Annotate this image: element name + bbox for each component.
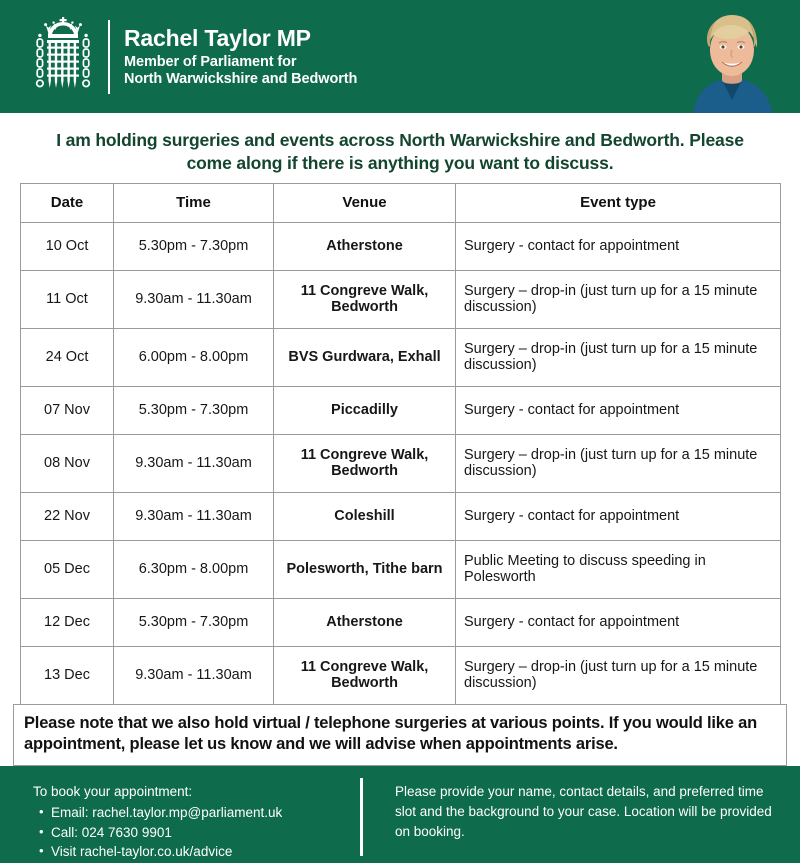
cell-event-type: Surgery - contact for appointment <box>456 386 781 434</box>
mp-name: Rachel Taylor MP <box>124 25 311 52</box>
table-row <box>21 492 781 540</box>
table-row <box>21 270 781 328</box>
cell-event-venue: Piccadilly <box>274 386 456 434</box>
cell-event-venue: 11 Congreve Walk, Bedworth <box>274 270 456 328</box>
cell-event-time: 6.00pm - 8.00pm <box>114 328 274 386</box>
cell-event-type: Surgery - contact for appointment <box>456 598 781 646</box>
table-row <box>21 386 781 434</box>
mp-role-line-1: Member of Parliament for <box>124 54 297 71</box>
booking-lead-text: To book your appointment: <box>33 784 193 800</box>
cell-event-date: 07 Nov <box>21 386 114 434</box>
cell-event-venue: BVS Gurdwara, Exhall <box>274 328 456 386</box>
cell-event-type: Surgery - contact for appointment <box>456 492 781 540</box>
cell-event-type: Public Meeting to discuss speeding in Polesworth <box>456 540 781 598</box>
contact-item[interactable]: • Call: 024 7630 9901 <box>51 823 360 843</box>
column-header-date: Date <box>21 183 114 222</box>
cell-event-date: 10 Oct <box>21 222 114 270</box>
table-body <box>21 222 781 704</box>
table-row <box>21 222 781 270</box>
page-footer <box>0 766 800 863</box>
mp-portrait <box>665 0 800 113</box>
column-header-event-type: Event type <box>456 183 781 222</box>
cell-event-date: 13 Dec <box>21 646 114 704</box>
cell-event-type: Surgery - contact for appointment <box>456 222 781 270</box>
cell-event-date: 22 Nov <box>21 492 114 540</box>
cell-event-type: Surgery – drop-in (just turn up for a 15 minute discussion) <box>456 434 781 492</box>
column-header-venue: Venue <box>274 183 456 222</box>
table-row <box>21 328 781 386</box>
contact-item[interactable]: • Visit rachel-taylor.co.uk/advice <box>51 842 360 862</box>
booking-contact-block <box>0 782 360 863</box>
contact-item[interactable]: • Email: rachel.taylor.mp@parliament.uk <box>51 803 360 823</box>
intro-text: I am holding surgeries and events across North Warwickshire and Bedworth. Please come along if there is anything you want to discuss. <box>56 130 744 173</box>
cell-event-time: 5.30pm - 7.30pm <box>114 598 274 646</box>
cell-event-date: 08 Nov <box>21 434 114 492</box>
table-header-row <box>21 183 781 222</box>
cell-event-time: 9.30am - 11.30am <box>114 270 274 328</box>
cell-event-date: 24 Oct <box>21 328 114 386</box>
schedule-table-wrapper <box>20 183 780 705</box>
mp-role-line-2: North Warwickshire and Bedworth <box>124 70 358 87</box>
virtual-surgeries-note: Please note that we also hold virtual / telephone surgeries at various points. If you would like an appointment, please let us know and we will advise when appointments arise. <box>13 704 787 767</box>
cell-event-date: 05 Dec <box>21 540 114 598</box>
cell-event-time: 9.30am - 11.30am <box>114 492 274 540</box>
brand-text <box>124 25 357 87</box>
brand-block <box>32 14 357 100</box>
cell-event-venue: Polesworth, Tithe barn <box>274 540 456 598</box>
cell-event-type: Surgery – drop-in (just turn up for a 15 minute discussion) <box>456 270 781 328</box>
contact-list <box>33 803 360 862</box>
cell-event-time: 5.30pm - 7.30pm <box>114 386 274 434</box>
cell-event-type: Surgery – drop-in (just turn up for a 15 minute discussion) <box>456 646 781 704</box>
column-header-time: Time <box>114 183 274 222</box>
booking-instructions: Please provide your name, contact details, and preferred time slot and the background to your case. Location will be provided on booking. <box>395 784 772 839</box>
table-row <box>21 434 781 492</box>
cell-event-time: 9.30am - 11.30am <box>114 434 274 492</box>
brand-divider <box>108 20 110 94</box>
cell-event-time: 5.30pm - 7.30pm <box>114 222 274 270</box>
cell-event-time: 6.30pm - 8.00pm <box>114 540 274 598</box>
table-row <box>21 598 781 646</box>
cell-event-venue: 11 Congreve Walk, Bedworth <box>274 646 456 704</box>
cell-event-venue: Coleshill <box>274 492 456 540</box>
table-row <box>21 540 781 598</box>
portrait-photo-icon <box>665 0 800 113</box>
table-row <box>21 646 781 704</box>
cell-event-time: 9.30am - 11.30am <box>114 646 274 704</box>
cell-event-date: 12 Dec <box>21 598 114 646</box>
cell-event-venue: Atherstone <box>274 598 456 646</box>
cell-event-type: Surgery – drop-in (just turn up for a 15 minute discussion) <box>456 328 781 386</box>
page-header <box>0 0 800 113</box>
schedule-table <box>20 183 781 705</box>
cell-event-venue: Atherstone <box>274 222 456 270</box>
table-head <box>21 183 781 222</box>
cell-event-venue: 11 Congreve Walk, Bedworth <box>274 434 456 492</box>
cell-event-date: 11 Oct <box>21 270 114 328</box>
parliament-portcullis-icon <box>32 17 94 97</box>
